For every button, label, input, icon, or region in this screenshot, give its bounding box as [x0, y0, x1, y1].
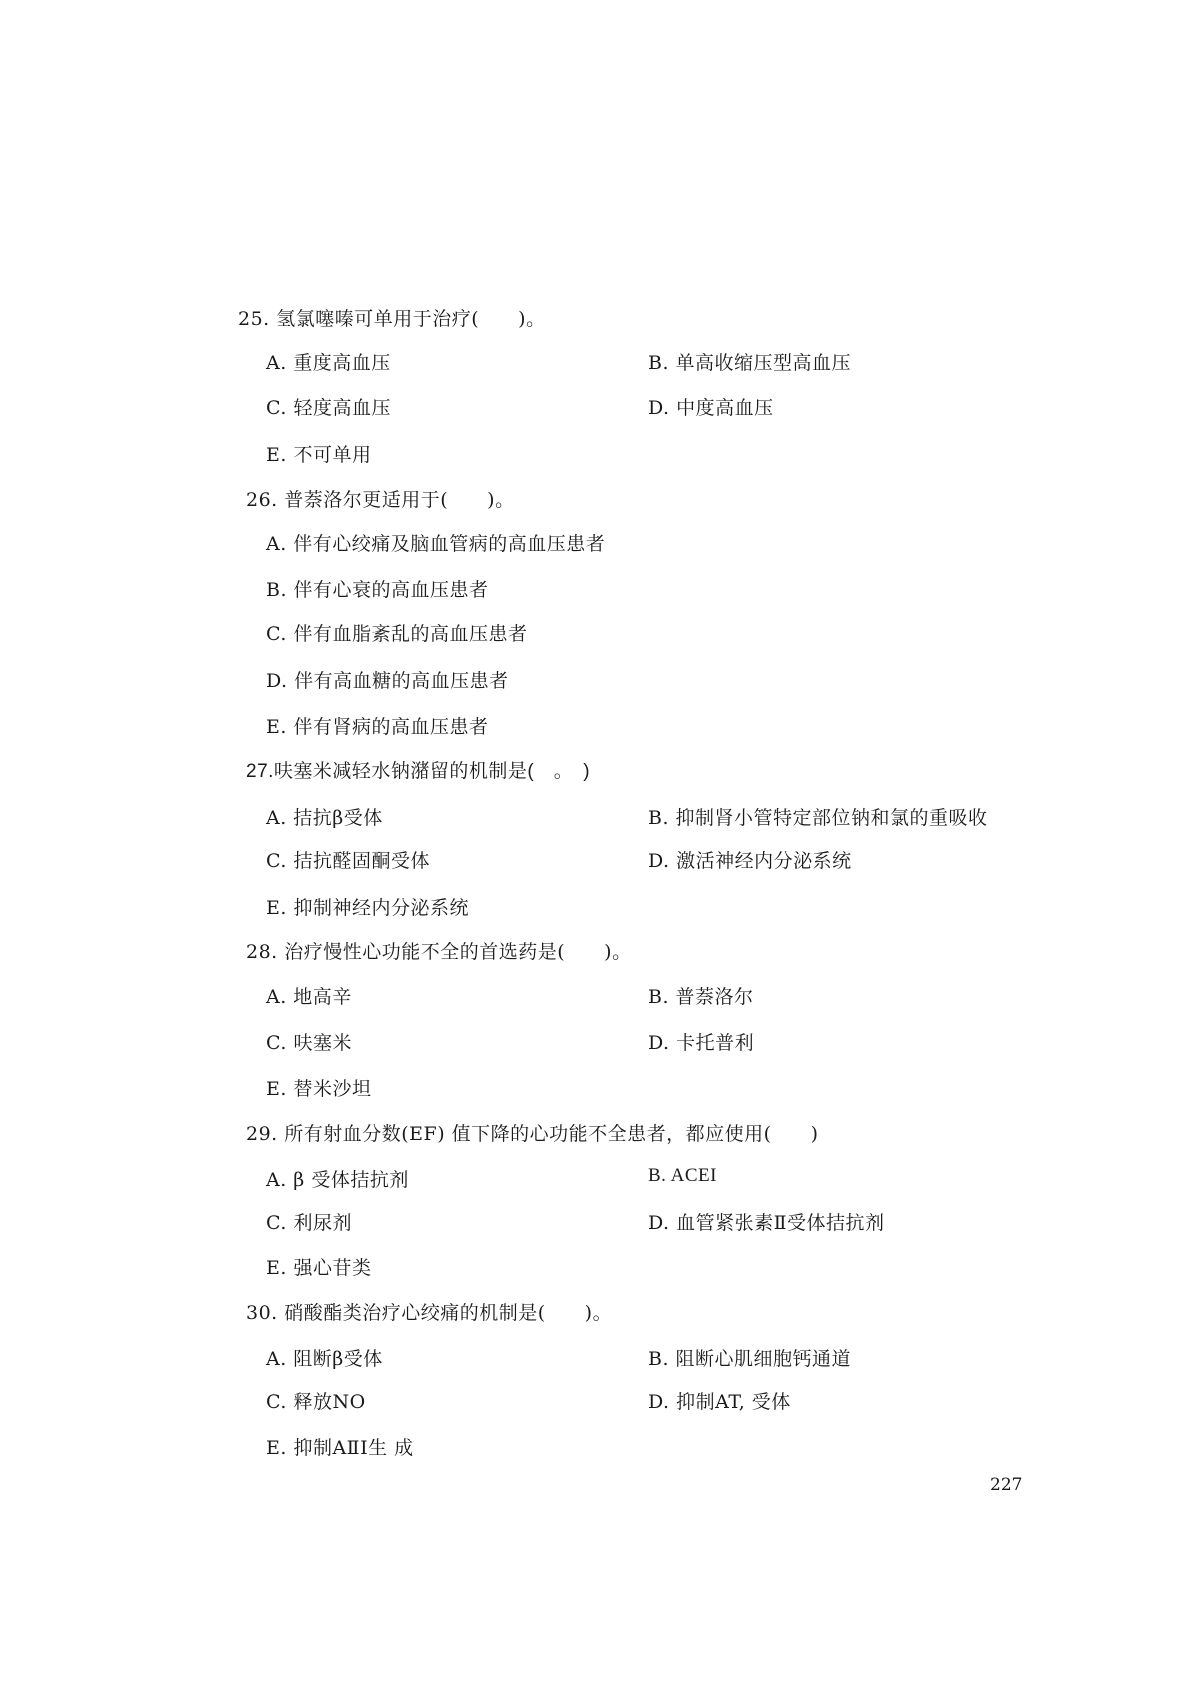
- q29-option-c: C. 利尿剂: [266, 1212, 352, 1234]
- q25-option-c: C. 轻度高血压: [266, 397, 391, 419]
- q27-option-a: A. 拮抗β受体: [266, 807, 383, 829]
- q25-option-a: A. 重度高血压: [266, 352, 391, 374]
- q27-option-b: B. 抑制肾小管特定部位钠和氯的重吸收: [648, 807, 988, 829]
- q28-option-b: B. 普萘洛尔: [648, 986, 754, 1008]
- q29-option-e: E. 强心苷类: [266, 1257, 372, 1279]
- q26-option-d: D. 伴有高血糖的高血压患者: [266, 670, 509, 692]
- question-26-stem: 26. 普萘洛尔更适用于( )。: [246, 489, 515, 511]
- q28-option-d: D. 卡托普利: [648, 1032, 755, 1054]
- q29-option-d: D. 血管紧张素Ⅱ受体拮抗剂: [648, 1212, 885, 1234]
- q30-option-c: C. 释放NO: [266, 1391, 366, 1413]
- q25-option-d: D. 中度高血压: [648, 397, 774, 419]
- q29-option-b: B. ACEI: [648, 1165, 717, 1186]
- q26-option-e: E. 伴有肾病的高血压患者: [266, 716, 489, 738]
- q30-option-e: E. 抑制AⅡI生 成: [266, 1437, 414, 1459]
- question-28-stem: 28. 治疗慢性心功能不全的首选药是( )。: [246, 941, 632, 963]
- q28-option-e: E. 替米沙坦: [266, 1078, 372, 1100]
- q29-option-a: A. β 受体拮抗剂: [266, 1169, 409, 1191]
- q30-option-a: A. 阻断β受体: [266, 1348, 383, 1370]
- question-30-stem: 30. 硝酸酯类治疗心绞痛的机制是( )。: [246, 1302, 613, 1324]
- q27-option-e: E. 抑制神经内分泌系统: [266, 897, 469, 919]
- q25-option-e: E. 不可单用: [266, 444, 372, 466]
- page-number: 227: [990, 1475, 1023, 1495]
- q26-option-a: A. 伴有心绞痛及脑血管病的高血压患者: [266, 533, 606, 555]
- q26-option-b: B. 伴有心衰的高血压患者: [266, 579, 489, 601]
- q27-option-c: C. 拮抗醛固酮受体: [266, 850, 430, 872]
- q25-option-b: B. 单高收缩压型高血压: [648, 352, 852, 374]
- question-27-stem: 27.呋塞米减轻水钠潴留的机制是( 。 ): [246, 761, 591, 782]
- question-29-stem: 29. 所有射血分数(EF) 值下降的心功能不全患者，都应使用( ): [246, 1123, 819, 1145]
- q27-option-d: D. 激活神经内分泌系统: [648, 850, 852, 872]
- q30-option-b: B. 阻断心肌细胞钙通道: [648, 1348, 852, 1370]
- q28-option-c: C. 呋塞米: [266, 1032, 352, 1054]
- q28-option-a: A. 地高辛: [266, 986, 352, 1008]
- q30-option-d: D. 抑制AT, 受体: [648, 1391, 791, 1413]
- q26-option-c: C. 伴有血脂紊乱的高血压患者: [266, 623, 528, 645]
- question-25-stem: 25. 氢氯噻嗪可单用于治疗( )。: [238, 308, 546, 330]
